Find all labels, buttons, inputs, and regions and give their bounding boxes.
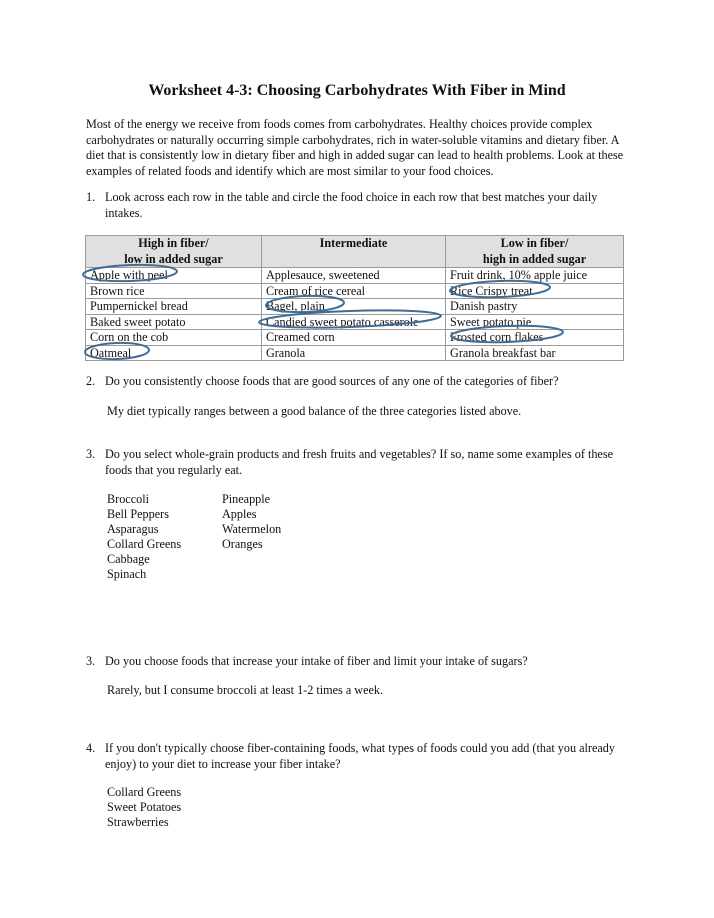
header-line: High in fiber/ xyxy=(138,236,209,250)
question-text: If you don't typically choose fiber-containing foods, what types of foods could you add (that you already enjoy) to your diet to increase your fiber intake? xyxy=(105,741,615,771)
table-header-low-fiber xyxy=(446,236,624,268)
answer-2: My diet typically ranges between a good balance of the three categories listed above. xyxy=(107,404,522,418)
list-item: Strawberries xyxy=(107,815,169,829)
list-item: Spinach xyxy=(107,567,147,581)
list-item: Cabbage xyxy=(107,552,150,566)
question-2 xyxy=(86,374,631,390)
question-number: 3. xyxy=(86,447,96,461)
page-title: Worksheet 4-3: Choosing Carbohydrates With Fiber in Mind xyxy=(148,82,566,99)
table-cell: Granola xyxy=(261,345,445,361)
question-text: Do you consistently choose foods that are good sources of any one of the categories of fiber? xyxy=(105,374,559,388)
table-row xyxy=(86,314,624,330)
table-cell: Creamed corn xyxy=(261,330,445,346)
table-cell: Pumpernickel bread xyxy=(86,299,262,315)
table-header-intermediate xyxy=(261,236,445,268)
list-item: Asparagus xyxy=(107,522,159,536)
table-cell: Cream of rice cereal xyxy=(261,283,445,299)
list-item: Collard Greens xyxy=(107,785,182,799)
header-line: Low in fiber/ xyxy=(500,236,569,250)
table-header-high-fiber xyxy=(86,236,262,268)
header-line: high in added sugar xyxy=(482,251,587,266)
answer-3-column-2 xyxy=(222,492,281,552)
table-row xyxy=(86,345,624,361)
list-item: Pineapple xyxy=(222,492,271,506)
table-cell: Corn on the cob xyxy=(86,330,262,346)
table-cell: Sweet potato pie xyxy=(446,314,624,330)
table-cell: Frosted corn flakes xyxy=(446,330,624,346)
question-text: Do you select whole-grain products and fresh fruits and vegetables? If so, name some examples of these foods that you regularly eat. xyxy=(105,447,613,477)
table-cell: Oatmeal xyxy=(86,345,262,361)
question-number: 1. xyxy=(86,190,96,204)
table-cell: Bagel, plain xyxy=(261,299,445,315)
table-header-row xyxy=(86,236,624,268)
table-row xyxy=(86,283,624,299)
question-text: Do you choose foods that increase your intake of fiber and limit your intake of sugars? xyxy=(105,654,528,668)
header-line: low in added sugar xyxy=(124,251,223,266)
question-number: 4. xyxy=(86,741,96,755)
table-row xyxy=(86,330,624,346)
table-cell: Applesauce, sweetened xyxy=(261,268,445,284)
list-item: Apples xyxy=(222,507,257,521)
question-3b xyxy=(86,654,631,670)
answer-4 xyxy=(107,785,181,830)
table-cell: Brown rice xyxy=(86,283,262,299)
answer-3-column-1 xyxy=(107,492,181,582)
list-item: Watermelon xyxy=(222,522,282,536)
table-cell: Fruit drink, 10% apple juice xyxy=(446,268,624,284)
list-item: Sweet Potatoes xyxy=(107,800,182,814)
answer-3b: Rarely, but I consume broccoli at least 1-2 times a week. xyxy=(107,683,384,697)
table-cell: Candied sweet potato casserole xyxy=(261,314,445,330)
question-number: 3. xyxy=(86,654,96,668)
list-item: Broccoli xyxy=(107,492,149,506)
question-3 xyxy=(86,447,631,478)
list-item: Collard Greens xyxy=(107,537,182,551)
header-line: Intermediate xyxy=(319,236,388,250)
table-row xyxy=(86,268,624,284)
table-cell: Granola breakfast bar xyxy=(446,345,624,361)
table-cell: Apple with peel xyxy=(86,268,262,284)
table-cell: Danish pastry xyxy=(446,299,624,315)
question-1 xyxy=(86,190,631,221)
question-number: 2. xyxy=(86,374,96,388)
table-cell: Baked sweet potato xyxy=(86,314,262,330)
intro-paragraph: Most of the energy we receive from foods comes from carbohydrates. Healthy choices provide complex carbohydrates or naturally occurring simple carbohydrates, rich in water-soluble vitamins and dietary fiber. A diet that is consistently low in dietary fiber and high in added sugar can lead to health problems. Look at these examples of related foods and identify which are most similar to your food choices. xyxy=(86,117,624,178)
list-item: Bell Peppers xyxy=(107,507,169,521)
table-cell: Rice Crispy treat xyxy=(446,283,624,299)
fiber-table xyxy=(85,235,624,361)
table-row xyxy=(86,299,624,315)
question-4 xyxy=(86,741,631,772)
list-item: Oranges xyxy=(222,537,263,551)
question-text: Look across each row in the table and circle the food choice in each row that best matches your daily intakes. xyxy=(105,190,598,220)
